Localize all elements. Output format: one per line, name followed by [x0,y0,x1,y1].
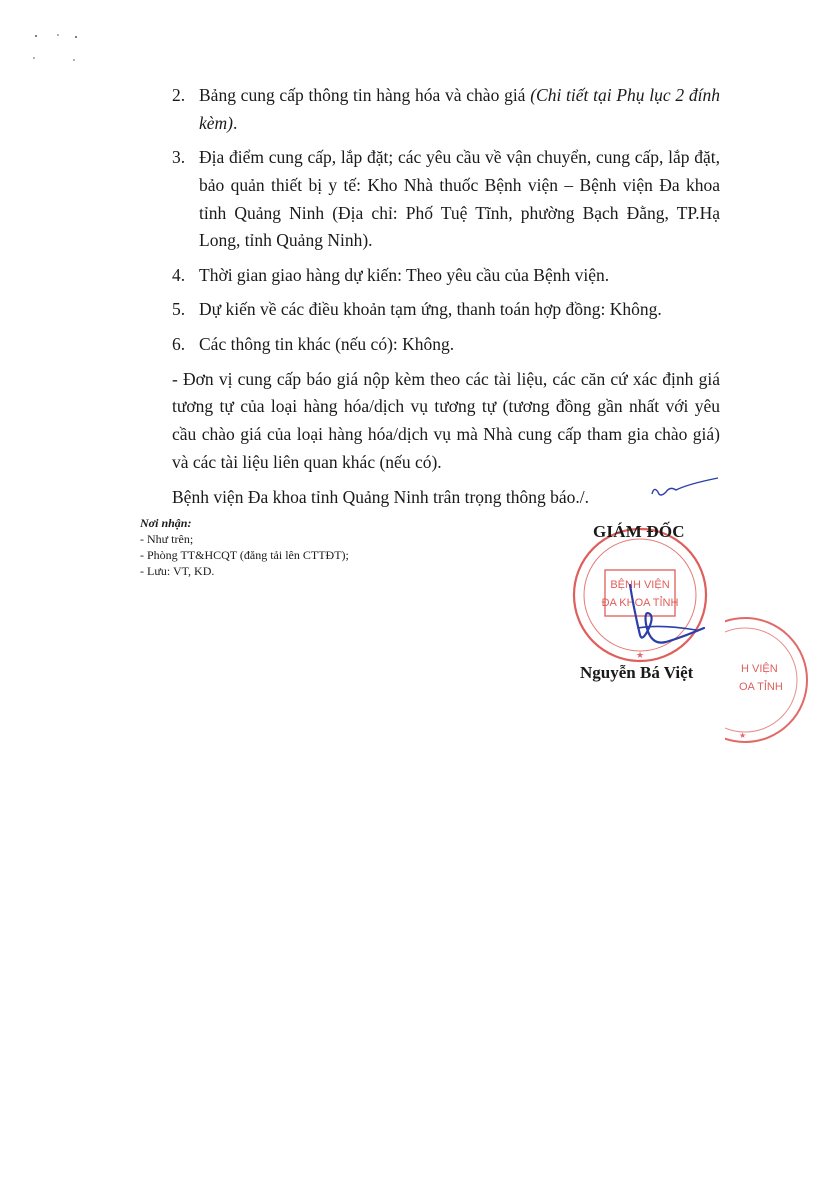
list-item-6 [172,331,720,359]
scan-artifact-dots [28,28,88,68]
appendix-reference: (Chi tiết tại Phụ lục 2 đính kèm) [199,85,720,133]
note-paragraph: - Đơn vị cung cấp báo giá nộp kèm theo các tài liệu, các căn cứ xác định giá tương tự của loại hàng hóa/dịch vụ tương tự (tương đồng gần nhất với yêu cầu chào giá của loại hàng hóa/dịch vụ mà Nhà cung cấp tham gia chào giá) và các tài liệu liên quan khác (nếu có). [172,368,720,472]
signature-title: GIÁM ĐỐC [593,522,685,541]
recipients-title: Nơi nhận: [140,516,192,530]
list-item-number: 6. [172,334,186,355]
recipient-line: - Phòng TT&HCQT (đăng tải lên CTTĐT); [140,547,349,562]
list-item-number: 3. [172,147,186,168]
closing-line: Bệnh viện Đa khoa tỉnh Quảng Ninh trân trọng thông báo./. [172,487,590,508]
stamp-text: H VIỆN [741,663,778,675]
list-item-number: 5. [172,299,186,320]
list-item-text: Bảng cung cấp thông tin hàng hóa và chào giá [199,85,531,105]
handwritten-signature-icon [600,580,710,655]
list-item-5 [172,296,720,324]
stamp-text: BỆNH VIỆN [610,579,670,591]
svg-text:★: ★ [739,731,747,740]
list-item-2 [172,82,720,137]
svg-text:★: ★ [635,650,645,660]
list-item-text: Thời gian giao hàng dự kiến: Theo yêu cầu của Bệnh viện. [199,264,610,285]
stamp-text: OA TỈNH [739,681,783,693]
stamp-text: ĐA KHOA TỈNH [601,597,679,609]
list-item-text: Dự kiến về các điều khoản tạm ứng, thanh toán hợp đồng: Không. [199,299,662,320]
recipients-block [140,516,349,580]
list-item-text: Các thông tin khác (nếu có): Không. [199,334,455,355]
list-item-4 [172,262,720,290]
list-item-number: 2. [172,85,186,105]
document-body [172,82,720,512]
edge-stamp-icon [725,610,825,750]
list-item-suffix: . [233,112,238,133]
initial-mark-icon [648,474,720,504]
signer-name: Nguyễn Bá Việt [580,663,694,682]
list-item-3 [172,144,720,255]
recipient-line: - Lưu: VT, KD. [140,563,215,578]
list-item-text: Địa điểm cung cấp, lắp đặt; các yêu cầu về vận chuyển, cung cấp, lắp đặt, bảo quản thiết bị y tế: Kho Nhà thuốc Bệnh viện – Bệnh viện Đa khoa tỉnh Quảng Ninh (Địa chỉ: Phố Tuệ Tĩnh, phường Bạch Đằng, TP.Hạ Long, tỉnh Quảng Ninh). [199,147,720,251]
list-item-number: 4. [172,264,186,285]
recipient-line: - Như trên; [140,531,194,546]
